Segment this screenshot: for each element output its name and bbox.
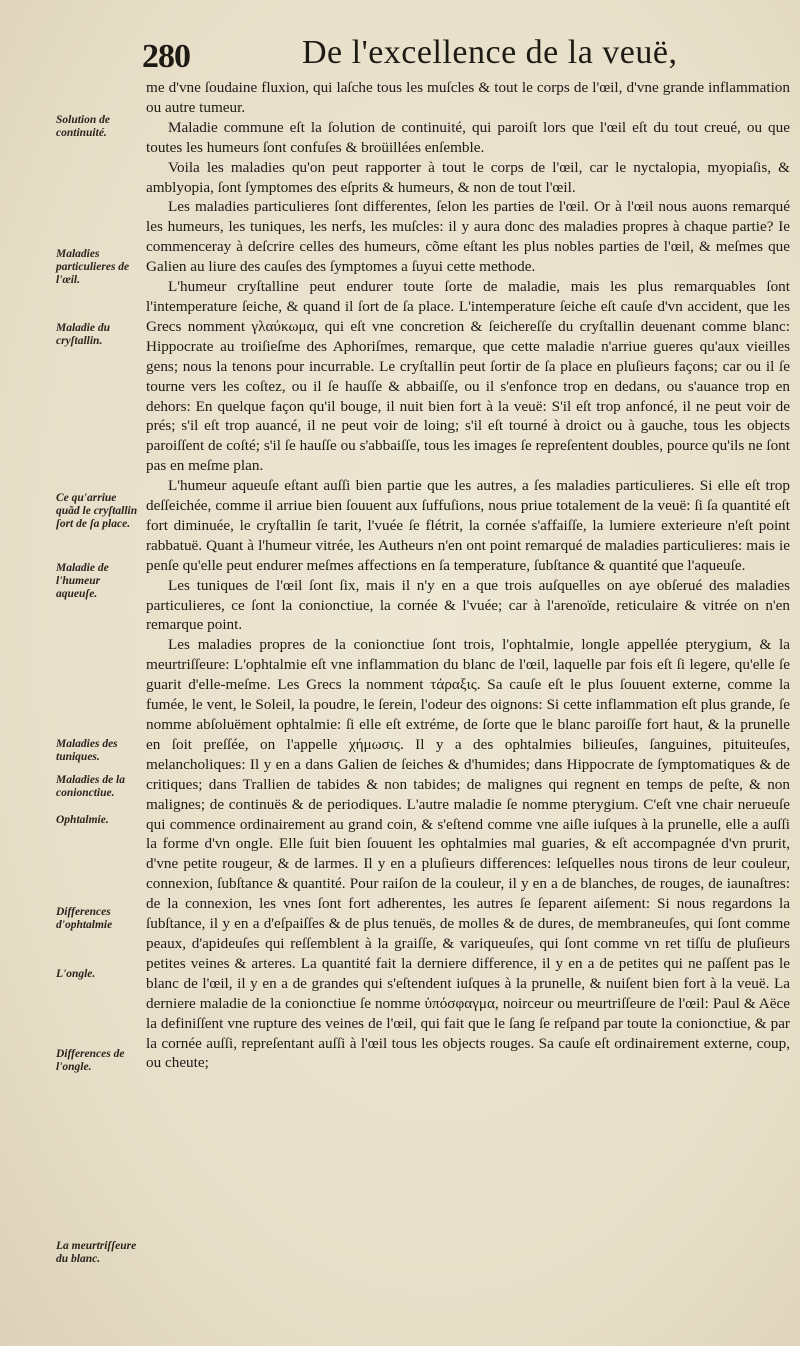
paragraph: L'humeur aqueuſe eſtant auſſi bien partie que les autres, a ſes maladies particulieres. Si elle eſt trop deſſeichée, comme il arriue bien ſouuent aux ſuffuſions, nous priue totalement de la veuë: ſi ſa quantité eſt fort diminuée, le cryſtallin ſe tarit, l'vuée ſe flétrit, la cornée s'affaiſſe, la lumiere exterieure n'eſt point rabbatuë. Quant à l'humeur vitrée, les Autheurs n'en ont point remarqué de maladies particulieres: mais ie penſe qu'elle peut endurer meſmes affections en ſa temperature, ſubſtance & quantité que l'aqueuſe. <box>146 477 790 574</box>
paragraph: Les maladies particulieres ſont differentes, ſelon les parties de l'œil. Or à l'œil nous auons remarqué les humeurs, les tuniques, les nerfs, les muſcles: il y aura donc des maladies propres à chaque partie? Ie commenceray à deſcrire celles des humeurs, cõme eſtant les plus nobles parties de l'œil, & meſmes que Galien au liure des cauſes des ſymptomes a ſuyui cette methode. <box>146 198 790 276</box>
marginal-note-humeur-aqueuse: Maladie de l'humeur aqueuſe. <box>56 562 109 600</box>
marginal-note-differences-ophtalmie: Differences d'ophtalmie <box>56 906 113 931</box>
marginal-note-conionctiue: Maladies de la conionctiue. <box>56 774 125 799</box>
marginal-note-maladies-particulieres: Maladies particulieres de l'œil. <box>56 248 130 286</box>
marginal-note-cristallin-place: Ce qu'arriue quãd le cryſtallin ſort de ſa place. <box>56 492 138 530</box>
body-text <box>146 78 790 1073</box>
paragraph: Maladie commune eſt la ſolution de continuité, qui paroiſt lors que l'œil eſt du tout creué, ou que toutes les humeurs ſont confuſes & broüillées enſemble. <box>146 118 790 156</box>
marginal-note-cristallin: Maladie du cryſtallin. <box>56 322 110 347</box>
marginal-note-tuniques: Maladies des tuniques. <box>56 738 118 763</box>
marginal-note-differences-ongle: Differences de l'ongle. <box>56 1048 125 1073</box>
paragraph: me d'vne ſoudaine fluxion, qui laſche tous les muſcles & tout le corps de l'œil, d'vne grande inflammation ou autre tumeur. <box>146 79 790 116</box>
marginal-note-solution: Solution de continuité. <box>56 114 111 139</box>
paragraph: Les tuniques de l'œil ſont ſix, mais il n'y en a que trois auſquelles on aye obſerué des maladies particulieres, ce ſont la conionctiue, la cornée & l'vuée; car à l'arenoïde, reticulaire & vitrée on n'en remarque point. <box>146 576 790 634</box>
marginal-note-ophtalmie: Ophtalmie. <box>56 814 109 826</box>
page-header <box>0 34 800 84</box>
marginal-note-meurtrissure: La meurtriſſeure du blanc. <box>56 1240 137 1265</box>
paragraph: Les maladies propres de la conionctiue ſont trois, l'ophtalmie, longle appellée pterygium, & la meurtriſſeure: L'ophtalmie eſt vne inflammation du blanc de l'œil, laquelle par fois eſt ſi legere, qu'elle ſe guarit d'elle-meſme. Les Grecs la nomment τάραξις. Sa cauſe eſt le plus ſouuent externe, comme la fumée, le vent, le Soleil, la poudre, le ſerein, l'odeur des oignons: Si cette inflammation eſt plus grande, ſe nomme abſoluëment ophtalmie: ſi elle eſt extréme, de ſorte que le blanc paroiſſe fort haut, & la prunelle en ſoit preſſée, on l'appelle χήμωσις. Il y a des ophtalmies bilieuſes, ſanguines, pituiteuſes, melancholiques: Il y en a dans Galien de ſeiches & d'humides; dans Hippocrate de ſymptomatiques & de critiques; dans Trallien de tabides & non tabides; de malignes qui regnent en temps de peſte, & non malignes; de continuës & de periodiques. L'autre maladie ſe nomme pterygium. C'eſt vne chair nerueuſe qui commence ordinairement au grand coin, & s'eſtend comme vne aiſle iuſques à la prunelle, elle a auſſi la forme d'vn ongle. Elle ſuit bien ſouuent les ophtalmies mal guaries, & eſt accompagnée d'vn prurit, d'vne petite rougeur, & de larmes. Il y en a pluſieurs differences: leſquelles nous tirons de leur couleur, connexion, ſubſtance & quantité. Pour raiſon de la couleur, il y en a de blanches, de rouges, de iaunaſtres: de la connexion, les vnes ſont fort adherentes, les autres ſe ſeparent aiſement: Si nous regardons la ſubſtance, il y en a d'eſpaiſſes & de plus tenuës, de molles & de dures, de membraneuſes, qui ſont comme peaux, d'apideuſes qui reſſemblent à la graiſſe, & variqueuſes, qui ſont comme vn ret tiſſu de pluſieurs petites veines & arteres. La quantité fait la derniere difference, il y en a de petites qui ne paſſent pas le blanc de l'œil, il y en a de grandes qui s'eſtendent iuſques à la prunelle, & nuiſent bien fort à la veuë. La derniere maladie de la conionctiue ſe nomme ὑπόσφαγμα, noirceur ou meurtriſſeure de l'œil: Paul & Aëce la definiſſent vne rupture des veines de l'œil, qui fait que le ſang ſe reſpand par toute la conionctiue, & par la cornée auſſi, repreſentant auſſi à l'œil tous les objects rouges. Sa cauſe eſt ordinairement externe, coup, ou cheute; <box>146 636 790 1072</box>
paragraph: L'humeur cryſtalline peut endurer toute ſorte de maladie, mais les plus remarquables ſont l'intemperature ſeiche, & quand il ſort de ſa place. L'intemperature ſeiche eſt cauſe d'vn accident, que les Grecs nomment γλαύκωμα, qui eſt vne concretion & ſeichereſſe du cryſtallin deuenant comme blanc: Hippocrate au troiſieſme des Aphoriſmes, remarque, que cette maladie n'arriue gueres qu'aux vieilles gens; nous la tenons pour incurrable. Le cryſtallin peut ſortir de ſa place en pluſieurs façons; car ou il ſe tourne vers les coſtez, ou il ſe hauſſe & abbaiſſe, ou il s'enfonce trop en dedans, ou s'auance trop en dehors: En quelque façon qu'il bouge, il nuit bien fort à la veuë: S'il eſt trop anfoncé, il ne peut voir de prés; s'il eſt trop auancé, il ne peut voir de loing; s'il eſt tourné à droict ou à gauche, tous les objects paroiſſent de coſté; s'il ſe hauſſe ou s'abbaiſſe, tous les images ſe repreſentent doubles, pource qu'ils ne ſont pas en meſme plan. <box>146 278 790 475</box>
marginal-note-ongle: L'ongle. <box>56 968 96 980</box>
paragraph: Voila les maladies qu'on peut rapporter à tout le corps de l'œil, car le nyctalopia, myopiaſis, & amblyopia, ſont ſymptomes des eſprits & humeurs, & non de tout l'œil. <box>146 158 790 196</box>
running-title: De l'excellence de la veuë, <box>302 34 678 71</box>
page-number: 280 <box>142 38 190 75</box>
